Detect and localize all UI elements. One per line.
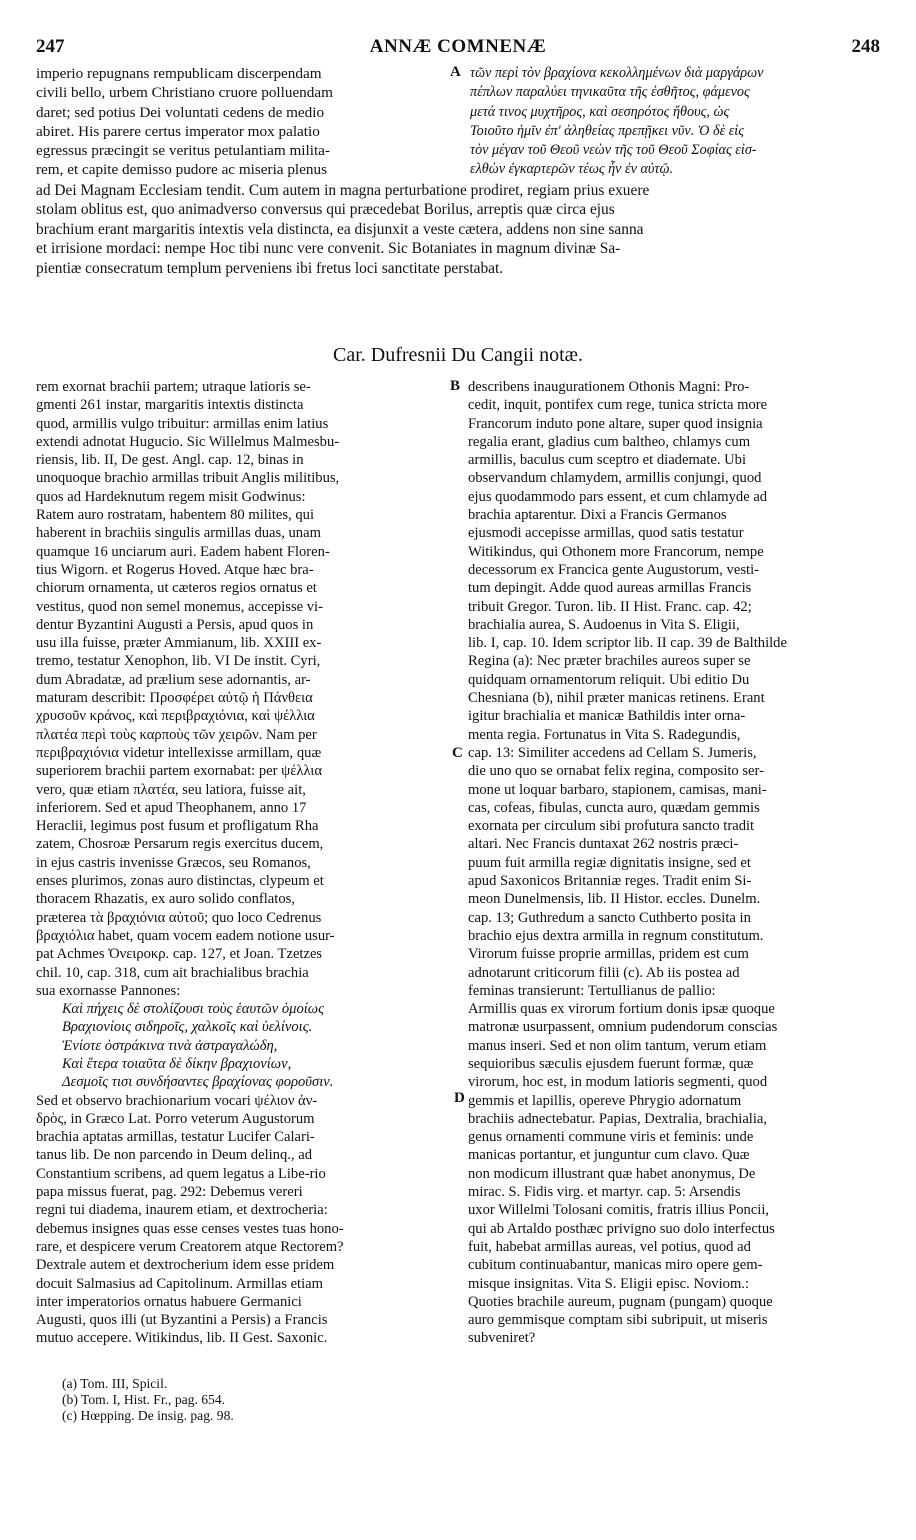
note-line: subveniret? (468, 1330, 536, 1347)
note-line: armillis, baculus cum sceptro et diademate. Ubi (468, 452, 747, 469)
greek-text-line: τῶν περὶ τὸν βραχίονα κεκολλημένων διὰ μαργάρων (470, 65, 764, 81)
note-line: Dextrale autem et dextrocherium idem esse pridem (36, 1257, 335, 1274)
note-line: haberent in brachiis singulis armillas duas, unam (36, 525, 321, 542)
note-line: adnotarunt criticorum filii (c). Ab iis postea ad (468, 964, 740, 981)
note-line: lib. I, cap. 10. Idem scriptor lib. II cap. 39 de Balthilde (468, 635, 787, 652)
note-line: papa missus fuerat, pag. 292: Debemus vereri (36, 1184, 303, 1201)
note-line: brachia aptatas armillas, testatur Lucifer Calari- (36, 1129, 315, 1146)
note-line: gmenti 261 instar, margaritis intextis distincta (36, 397, 304, 414)
footnote-line: (c) Hœpping. De insig. pag. 98. (62, 1408, 234, 1424)
note-line: sua exornasse Pannones: (36, 982, 181, 999)
page-number-right: 248 (851, 36, 880, 57)
verse-line: Ἐνίοτε ὀστράκινα τινὰ ἀστραγαλώδη, (62, 1037, 278, 1054)
note-line: unoquoque brachio armillas tribuit Anglis militibus, (36, 470, 340, 487)
note-line: περιβραχιόνια videtur intellexisse armillam, quæ (36, 744, 322, 761)
note-line: chil. 10, cap. 318, cum ait brachialibus brachia (36, 964, 309, 981)
note-line: menta regia. Fortunatus in Vita S. Radegundis, (468, 726, 741, 743)
note-line: ejusmodi accepisse armillas, quod satis testatur (468, 525, 744, 542)
note-line: virorum, hoc est, in modum latioris segmenti, quod (468, 1074, 768, 1091)
note-line: βραχιόλια habet, quam vocem eadem notione usur- (36, 927, 335, 944)
note-line: riensis, lib. II, De gest. Angl. cap. 12, binas in (36, 452, 304, 469)
note-line: brachia aptarentur. Dixi a Francis Germanos (468, 507, 727, 524)
note-line: exornata per circulum sibi profutura sancto tradit (468, 818, 755, 835)
greek-text-line: τὸν μέγαν τοῦ Θεοῦ νεὼν τῆς τοῦ Θεοῦ Σοφίας εἰσ- (470, 142, 757, 159)
greek-text-line: ελθὼν ἐγκαρτερῶν τέως ἦν ἐν αὐτῷ. (470, 161, 674, 178)
margin-marker-d: D (454, 1090, 465, 1106)
note-line: dum Abradatæ, ad prælium sese adornantis, ar- (36, 671, 311, 688)
note-line: manus inseri. Sed et non olim tantum, verum etiam (468, 1037, 767, 1054)
note-line: tius Wigorn. et Rogerus Hoved. Atque hæc bra- (36, 561, 314, 578)
note-line: auro gemmisque comptam sibi subripuit, ut miseris (468, 1312, 768, 1329)
note-line: rare, et despicere verum Creatorem atque Rectorem? (36, 1238, 344, 1255)
note-line: brachio ejus dextra armilla in regnum constitutum. (468, 927, 764, 944)
margin-marker-b: B (450, 378, 461, 394)
note-line: puum fuit armilla regiæ dignitatis insigne, sed et (468, 854, 751, 871)
footnote-line: (b) Tom. I, Hist. Fr., pag. 654. (62, 1392, 226, 1408)
note-line: gemmis et lapillis, opereve Phrygio adornatum (468, 1092, 742, 1109)
note-line: rem exornat brachii partem; utraque latioris se- (36, 379, 311, 395)
note-line: cedit, inquit, pontifex cum rege, tunica stricta more (468, 397, 768, 414)
note-line: docuit Salmasius ad Capitolinum. Armillas etiam (36, 1275, 323, 1292)
note-line: δρὸς, in Græco Lat. Porro veterum Augustorum (36, 1110, 315, 1127)
note-line: qui ab Artaldo posthæc privigno suo dolo interfectus (468, 1220, 775, 1237)
verse-line: Καὶ πήχεις δὲ στολίζουσι τοὺς ἑαυτῶν ὁμοίως (62, 1001, 325, 1018)
note-line: superiorem brachii partem exornabat: per ψέλλια (36, 763, 322, 780)
note-line: maturam describit: Προσφέρει αὐτῷ ἡ Πάνθεια (36, 690, 313, 707)
note-line: Heraclii, legimus post fusum et profligatum Rha (36, 818, 319, 835)
note-line: Francorum induto pone altare, super quod insignia (468, 415, 763, 432)
note-line: describens inaugurationem Othonis Magni: Pro- (468, 379, 750, 395)
note-line: tum depingit. Adde quod aureas armillas Francis (468, 580, 752, 597)
note-line: tribuit Gregor. Turon. lib. II Hist. Franc. cap. 42; (468, 598, 752, 615)
greek-text-line: μετά τινος μυχτῆρος, καὶ σεσηρότος ἤθους, ὡς (470, 103, 730, 120)
greek-text-line: Τοιοῦτο ἡμῖν ἐπ' ἀληθείας πρεπῇκει νῦν. Ὁ δὲ εἰς (470, 122, 745, 139)
note-line: observandum chlamydem, armillis conjungi, quod (468, 470, 762, 487)
note-line: Armillis quas ex virorum fortium donis ipsæ quoque (468, 1001, 775, 1018)
footnotes (62, 1376, 462, 1425)
text-line: brachium erant margaritis intextis vela distincta, ea disjunxit a veste cætera, addens non sine sanna (36, 220, 644, 238)
note-line: mirac. S. Fidis virg. et martyr. cap. 5: Arsendis (468, 1184, 741, 1201)
note-line: manicas portantur, et junguntur cum clavo. Quæ (468, 1147, 750, 1164)
text-line: pientiæ consecratum templum perveniens ibi fretus loci sanctitate perstabat. (36, 259, 504, 277)
notes-left-column (36, 378, 460, 1348)
note-line: matronæ usurpassent, omnium pudendorum conscias (468, 1019, 778, 1036)
verse-line: Βραχιονίοις σιδηροῖς, χαλκοῖς καὶ ὑελίνοις. (62, 1019, 313, 1036)
note-line: thoracem Rhazatis, ex auro solido conflatos, (36, 891, 295, 908)
note-line: fuit, habebat armillas aureas, vel potius, quod ad (468, 1238, 751, 1255)
text-line: stolam oblitus est, quo animadverso conversus qui præcedebat Borilus, arreptis quæ circa ejus (36, 201, 615, 219)
note-line: usu illa fuisse, præter Ammianum, lib. XXIII ex- (36, 635, 322, 652)
note-line: cubitum continuabantur, manicas miro opere gem- (468, 1257, 763, 1274)
note-line: mone ut loquar barbaro, stapionem, camisas, mani- (468, 781, 767, 798)
footnote-line: (a) Tom. III, Spicil. (62, 1376, 168, 1391)
note-line: extendi adnotat Hugucio. Sic Willelmus Malmesbu- (36, 433, 340, 450)
note-line: ejus quodammodo pars essent, et cum chlamyde ad (468, 488, 768, 505)
note-line: πλατέα περὶ τοὺς καρποὺς τῶν χειρῶν. Nam per (36, 726, 317, 743)
note-line: inferiorem. Sed et apud Theophanem, anno 17 (36, 799, 307, 816)
note-line: enses plurimos, zonas auro distinctas, clypeum et (36, 873, 324, 890)
note-line: quod, armillis vulgo tribuitur: armillas enim latius (36, 415, 329, 432)
note-line: χρυσοῦν κράνος, καὶ περιβραχιόνια, καὶ ψέλλια (36, 708, 315, 725)
margin-marker-c: C (452, 745, 463, 761)
note-line: debemus insignes quas esse censes vestes tuas hono- (36, 1220, 344, 1237)
note-line: quos ad Hardeknutum regem misit Godwinus: (36, 488, 306, 505)
note-line: cas, cofeas, fibulas, cuncta auro, quædam gemmis (468, 799, 760, 816)
note-line: in ejus castris invenisse Græcos, seu Romanos, (36, 854, 311, 871)
running-title: ANNÆ COMNENÆ (369, 36, 547, 57)
note-line: Augusti, quos illi (ut Byzantini a Persis) a Francis (36, 1312, 328, 1329)
note-line: dentur Byzantini Augusti a Persis, apud quos in (36, 616, 314, 633)
verse-block (36, 1000, 460, 1091)
note-line: Quoties brachile aureum, pugnam (pungam) quoque (468, 1293, 773, 1310)
page-header (36, 36, 880, 60)
note-line: feminas transierunt: Tertullianus de pallio: (468, 982, 716, 999)
note-line: die uno quo se ornabat felix regina, composito ser- (468, 763, 764, 780)
note-line: inter imperatorios ornatus habuere Germanici (36, 1293, 302, 1310)
note-line: altari. Nec Francis duntaxat 262 nostris præci- (468, 836, 739, 853)
note-line: tanus lib. De non parcendo in Deum delinq., ad (36, 1147, 312, 1164)
note-line: zatem, Chosroæ Persarum regis exercitus ducem, (36, 836, 324, 853)
page-number-left: 247 (36, 36, 65, 57)
note-line: chiorum ornamenta, ut cæteros regios ornatus et (36, 580, 317, 597)
note-line: cap. 13; Guthredum a sancto Cuthberto posita in (468, 909, 751, 926)
note-line: sequioribus sæculis ejusdem fuerunt formæ, quæ (468, 1055, 754, 1072)
margin-marker-a: A (450, 64, 461, 80)
text-line: daret; sed potius Dei voluntati cedens de medio (36, 103, 325, 121)
note-line: genus ornamenti commune viris et feminis: unde (468, 1129, 754, 1146)
section-title: Car. Dufresnii Du Cangii notæ. (333, 344, 583, 366)
note-line: Sed et observo brachionarium vocari ψέλιον ἀν- (36, 1092, 318, 1109)
note-line: mutuo accepere. Witikindus, lib. II Gest. Saxonic. (36, 1330, 328, 1347)
note-line: præterea τὰ βραχιόνια αὐτοῦ; quo loco Cedrenus (36, 909, 322, 926)
note-line: apud Saxonicos Britanniæ reges. Tradit enim Si- (468, 873, 752, 890)
text-line: abiret. His parere certus imperator mox palatio (36, 122, 320, 140)
note-line: misque insignitas. Vita S. Eligii episc. Noviom.: (468, 1275, 749, 1292)
note-line: decessorum ex Francica gente Augustorum, vesti- (468, 561, 759, 578)
verse-line: Καὶ ἕτερα τοιαῦτα δὲ δίκην βραχιονίων, (62, 1055, 292, 1072)
note-line: tremo, testatur Xenophon, lib. VI De instit. Cyri, (36, 653, 321, 670)
verse-line: Δεσμοῖς τισι συνδήσαντες βραχίονας φοροῦσιν. (62, 1074, 334, 1091)
note-line: Chesniana (b), nihil præter manicas retinens. Erant (468, 690, 765, 707)
note-line: regni tui diadema, inaurem etiam, et dextrocheria: (36, 1202, 328, 1219)
note-line: uxor Willelmi Tolosani comitis, fratris illius Poncii, (468, 1202, 770, 1219)
note-line: non modicum illustrant quæ habet anonymus, De (468, 1165, 756, 1182)
greek-text-line: πέπλων παραλύει τηνικαῦτα τῆς ἐσθῆτος, φάμενος (470, 84, 750, 101)
text-line: civili bello, urbem Christiano cruore polluendam (36, 84, 333, 102)
latin-text-full-width (36, 181, 880, 278)
note-line: brachialia aurea, S. Audoenus in Vita S. Eligii, (468, 616, 740, 633)
latin-text-column (36, 64, 448, 180)
note-line: Constantium scribens, ad quem legatus a Libe-rio (36, 1165, 326, 1182)
text-line: egressus præcingit se veritus petulantiam milita- (36, 142, 330, 160)
note-line: vero, quæ etiam πλατέα, seu latiora, fuisse ait, (36, 781, 306, 798)
note-line: quamque 16 unciarum auri. Eadem habent Floren- (36, 543, 330, 560)
text-line: et irrisione mordaci: nempe Hoc tibi nunc vere convenit. Sic Botaniates in magnum divinæ Sa- (36, 240, 621, 258)
note-line: cap. 13: Similiter accedens ad Cellam S. Jumeris, (468, 744, 757, 761)
text-line: rem, et capite demisso pudore ac miseria plenus (36, 161, 327, 179)
note-line: regalia erant, gladius cum baltheo, chlamys cum (468, 433, 751, 450)
note-line: Regina (a): Nec præter brachiles aureos super se (468, 653, 751, 670)
note-line: quidquam ornamentorum reliquit. Ubi editio Du (468, 671, 750, 688)
text-line: ad Dei Magnam Ecclesiam tendit. Cum autem in magna perturbatione prodiret, regiam prius exuere (36, 182, 650, 199)
note-line: Ratem auro rostratam, habentem 80 milites, qui (36, 507, 315, 524)
note-line: vestitus, quod non semel monemus, accepisse vi- (36, 598, 323, 615)
note-line: Witikindus, qui Othonem more Francorum, nempe (468, 543, 764, 560)
notes-right-column (468, 378, 882, 1348)
note-line: brachiis adnectebatur. Papias, Dextralia, brachialia, (468, 1110, 768, 1127)
note-line: meon Dunelmensis, lib. II Histor. eccles. Dunelm. (468, 891, 761, 908)
greek-text-column (470, 64, 880, 180)
text-line: imperio repugnans rempublicam discerpendam (36, 65, 322, 82)
note-line: Virorum fuisse proprie armillas, pridem est cum (468, 946, 749, 963)
note-line: igitur brachialia et manicæ Bathildis inter orna- (468, 708, 746, 725)
note-line: pat Achmes Ὀνειροκρ. cap. 127, et Joan. Tzetzes (36, 946, 323, 963)
